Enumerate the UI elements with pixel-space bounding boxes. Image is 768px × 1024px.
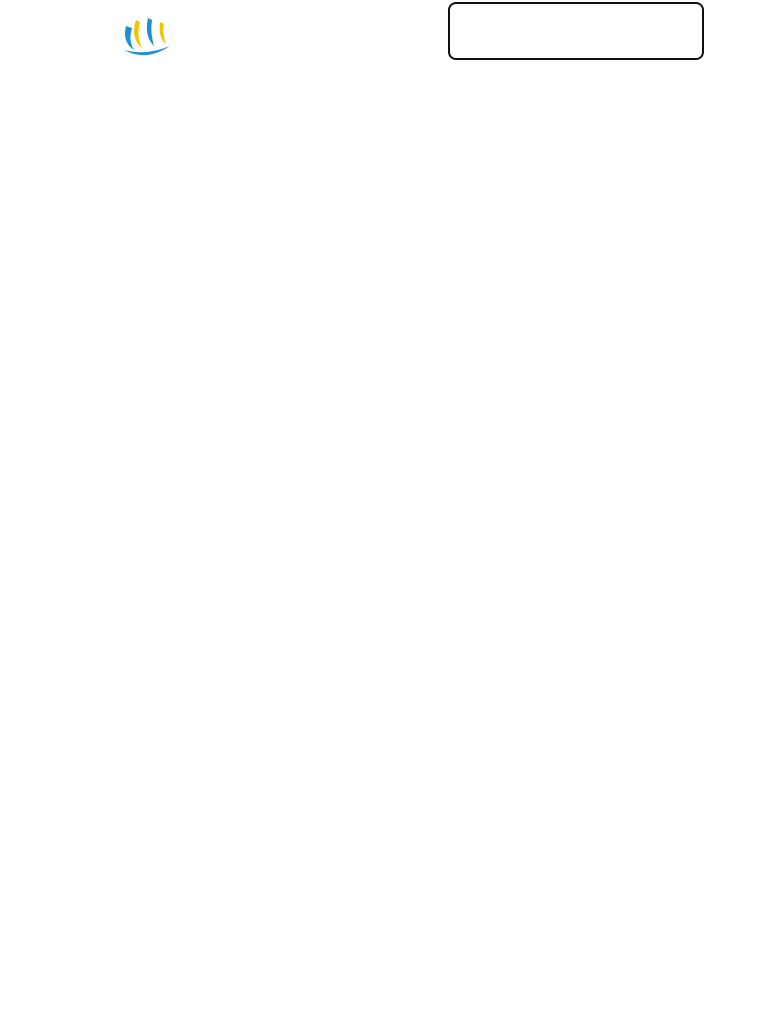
logo-emblem-icon	[120, 12, 172, 58]
author-box	[448, 2, 704, 60]
watermark	[166, 81, 634, 680]
college-logo	[120, 10, 360, 60]
